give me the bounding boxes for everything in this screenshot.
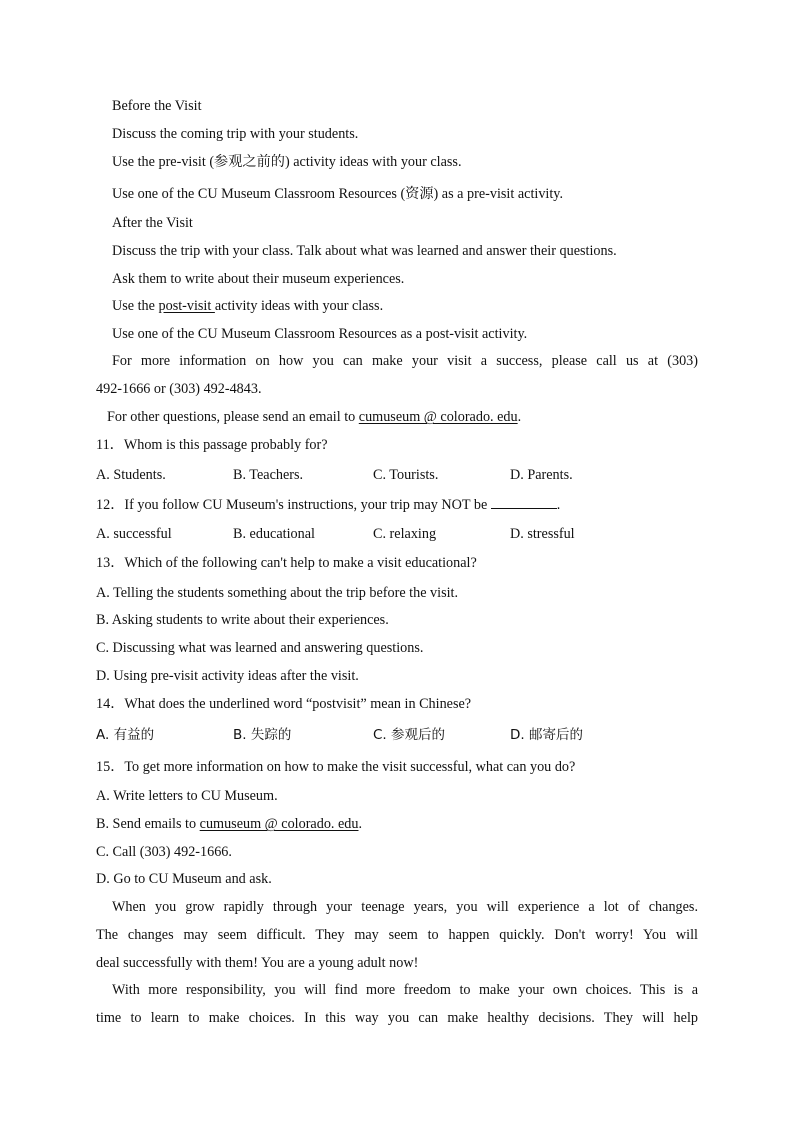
- question-12-stem: [96, 495, 560, 514]
- q11-option-d[interactable]: D. Parents.: [510, 467, 573, 483]
- after-visit-item-1: Discuss the trip with your class. Talk about what was learned and answer their questions.: [112, 243, 617, 259]
- item-3-prefix: Use the: [112, 298, 159, 314]
- passage-2-p2-line-1: With more responsibility, you will find more freedom to make your own choices. This is a: [112, 982, 698, 998]
- q15-email-link: cumuseum @ colorado. edu: [199, 816, 359, 832]
- after-visit-heading: After the Visit: [112, 215, 193, 231]
- q14-option-d[interactable]: D. 邮寄后的: [510, 727, 583, 743]
- q12-stem-text: 12．If you follow CU Museum's instructions, your trip may NOT be: [96, 497, 491, 513]
- q13-option-d[interactable]: D. Using pre-visit activity ideas after the visit.: [96, 668, 359, 684]
- q12-option-b[interactable]: B. educational: [233, 526, 315, 542]
- q12-option-d[interactable]: D. stressful: [510, 526, 575, 542]
- before-visit-item-3: Use one of the CU Museum Classroom Resources (资源) as a pre-visit activity.: [112, 186, 564, 202]
- after-visit-item-4: Use one of the CU Museum Classroom Resources as a post-visit activity.: [112, 326, 528, 342]
- q13-option-a[interactable]: A. Telling the students something about the trip before the visit.: [96, 585, 459, 601]
- email-link[interactable]: cumuseum @ colorado. edu: [358, 409, 518, 425]
- more-info-line-1: For more information on how you can make your visit a success, please call us at (303): [112, 353, 698, 369]
- q11-option-a[interactable]: A. Students.: [96, 467, 166, 483]
- q11-option-b[interactable]: B. Teachers.: [233, 467, 304, 483]
- passage-2-p1-line-1: When you grow rapidly through your teenage years, you will experience a lot of changes.: [112, 899, 698, 915]
- q12-stem-end: .: [556, 497, 561, 513]
- q13-option-b[interactable]: B. Asking students to write about their experiences.: [96, 612, 389, 628]
- q13-option-c[interactable]: C. Discussing what was learned and answering questions.: [96, 640, 424, 656]
- before-visit-item-1: Discuss the coming trip with your students.: [112, 126, 359, 142]
- before-visit-item-2: Use the pre-visit (参观之前的) activity ideas with your class.: [112, 154, 462, 170]
- passage-2-p1-line-3: deal successfully with them! You are a young adult now!: [96, 955, 419, 971]
- email-line-prefix: For other questions, please send an email to: [107, 409, 359, 425]
- q15-option-b-text: B. Send emails to: [96, 816, 200, 832]
- q15-option-d[interactable]: D. Go to CU Museum and ask.: [96, 871, 272, 887]
- question-11-stem: 11．Whom is this passage probably for?: [96, 437, 328, 453]
- q12-option-a[interactable]: A. successful: [96, 526, 172, 542]
- before-visit-heading: Before the Visit: [112, 98, 202, 114]
- question-14-stem: 14．What does the underlined word “postvisit” mean in Chinese?: [96, 696, 472, 712]
- email-line-suffix: .: [517, 409, 522, 425]
- q15-option-b-end: .: [358, 816, 363, 832]
- question-15-stem: 15．To get more information on how to make the visit successful, what can you do?: [96, 759, 576, 775]
- question-13-stem: 13．Which of the following can't help to make a visit educational?: [96, 555, 477, 571]
- more-info-line-2: 492-1666 or (303) 492-4843.: [96, 381, 262, 397]
- q14-option-a[interactable]: A. 有益的: [96, 727, 155, 743]
- q15-option-c[interactable]: C. Call (303) 492-1666.: [96, 844, 232, 860]
- q14-option-b[interactable]: B. 失踪的: [233, 727, 292, 743]
- q11-option-c[interactable]: C. Tourists.: [373, 467, 439, 483]
- q15-option-a[interactable]: A. Write letters to CU Museum.: [96, 788, 278, 804]
- q12-option-c[interactable]: C. relaxing: [373, 526, 437, 542]
- passage-2-p2-line-2: time to learn to make choices. In this way you can make healthy decisions. They will help: [96, 1010, 698, 1026]
- email-line: [107, 408, 521, 426]
- after-visit-item-3: [112, 297, 383, 315]
- underlined-word-postvisit: post-visit: [158, 298, 215, 314]
- q15-option-b[interactable]: [96, 815, 362, 833]
- passage-2-p1-line-2: The changes may seem difficult. They may seem to happen quickly. Don't worry! You will: [96, 927, 698, 943]
- answer-blank: [491, 495, 557, 509]
- after-visit-item-2: Ask them to write about their museum experiences.: [112, 271, 405, 287]
- q14-option-c[interactable]: C. 参观后的: [373, 727, 446, 743]
- item-3-suffix: activity ideas with your class.: [214, 298, 384, 314]
